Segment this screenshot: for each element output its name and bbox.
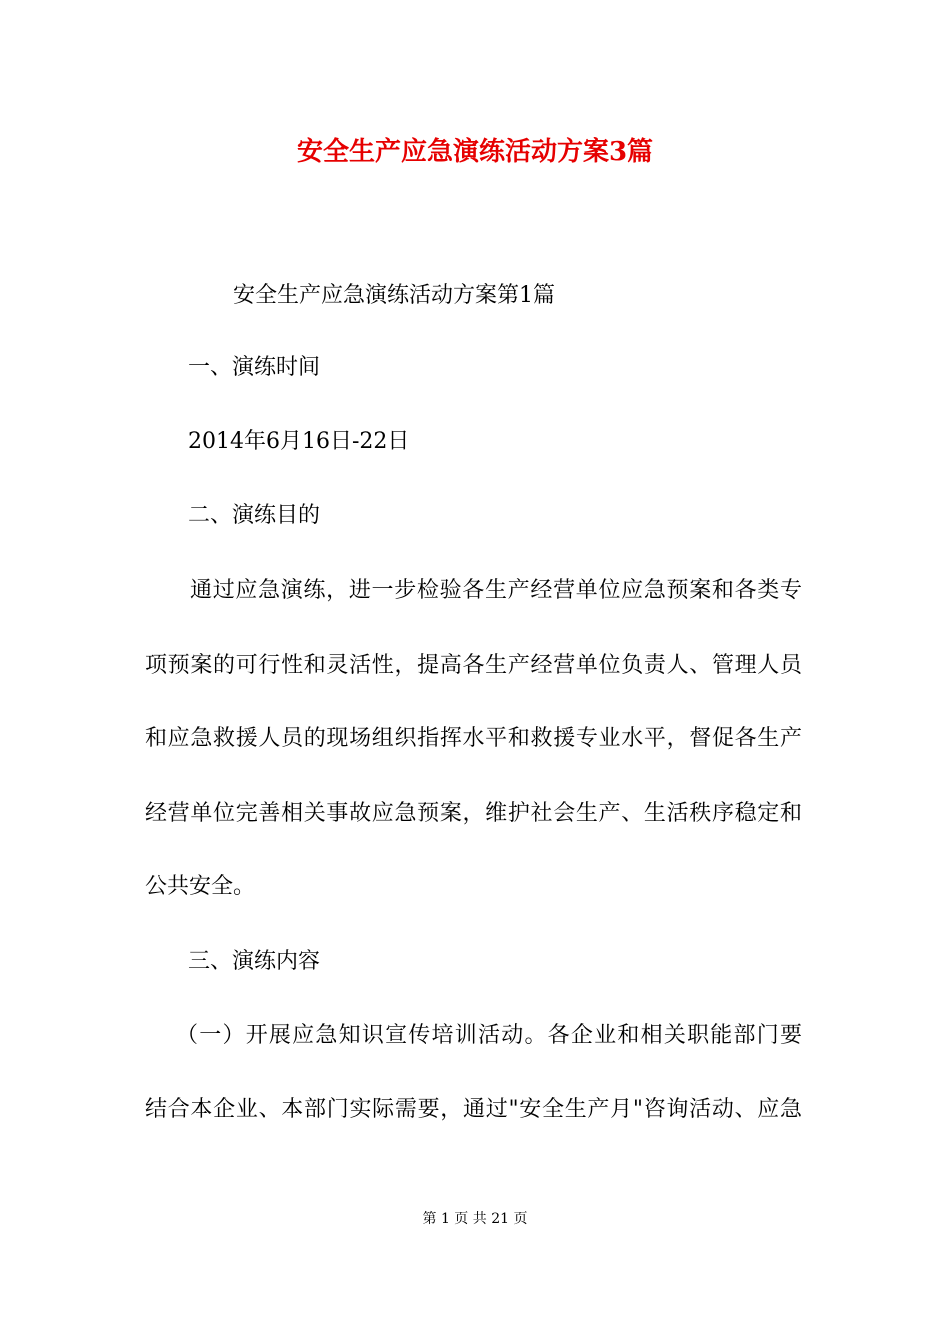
purpose-line: 和应急救援人员的现场组织指挥水平和救援专业水平，督促各生产	[145, 726, 802, 751]
purpose-line: 通过应急演练，进一步检验各生产经营单位应急预案和各类专	[190, 578, 802, 603]
section-heading-time: 一、演练时间	[188, 355, 321, 380]
purpose-line: 项预案的可行性和灵活性，提高各生产经营单位负责人、管理人员	[145, 653, 802, 678]
content-line: 结合本企业、本部门实际需要，通过"安全生产月"咨询活动、应急	[145, 1097, 802, 1122]
document-title: 安全生产应急演练活动方案3篇	[296, 137, 654, 167]
content-line: （一）开展应急知识宣传培训活动。各企业和相关职能部门要	[176, 1023, 802, 1048]
page-footer: 第 1 页 共 21 页	[422, 1211, 528, 1227]
drill-date: 2014年6月16日-22日	[188, 429, 410, 454]
subtitle: 安全生产应急演练活动方案第1篇	[233, 283, 555, 308]
section-heading-purpose: 二、演练目的	[188, 503, 321, 528]
purpose-line: 经营单位完善相关事故应急预案，维护社会生产、生活秩序稳定和	[145, 801, 802, 826]
section-heading-content: 三、演练内容	[188, 949, 321, 974]
purpose-line: 公共安全。	[145, 874, 256, 899]
